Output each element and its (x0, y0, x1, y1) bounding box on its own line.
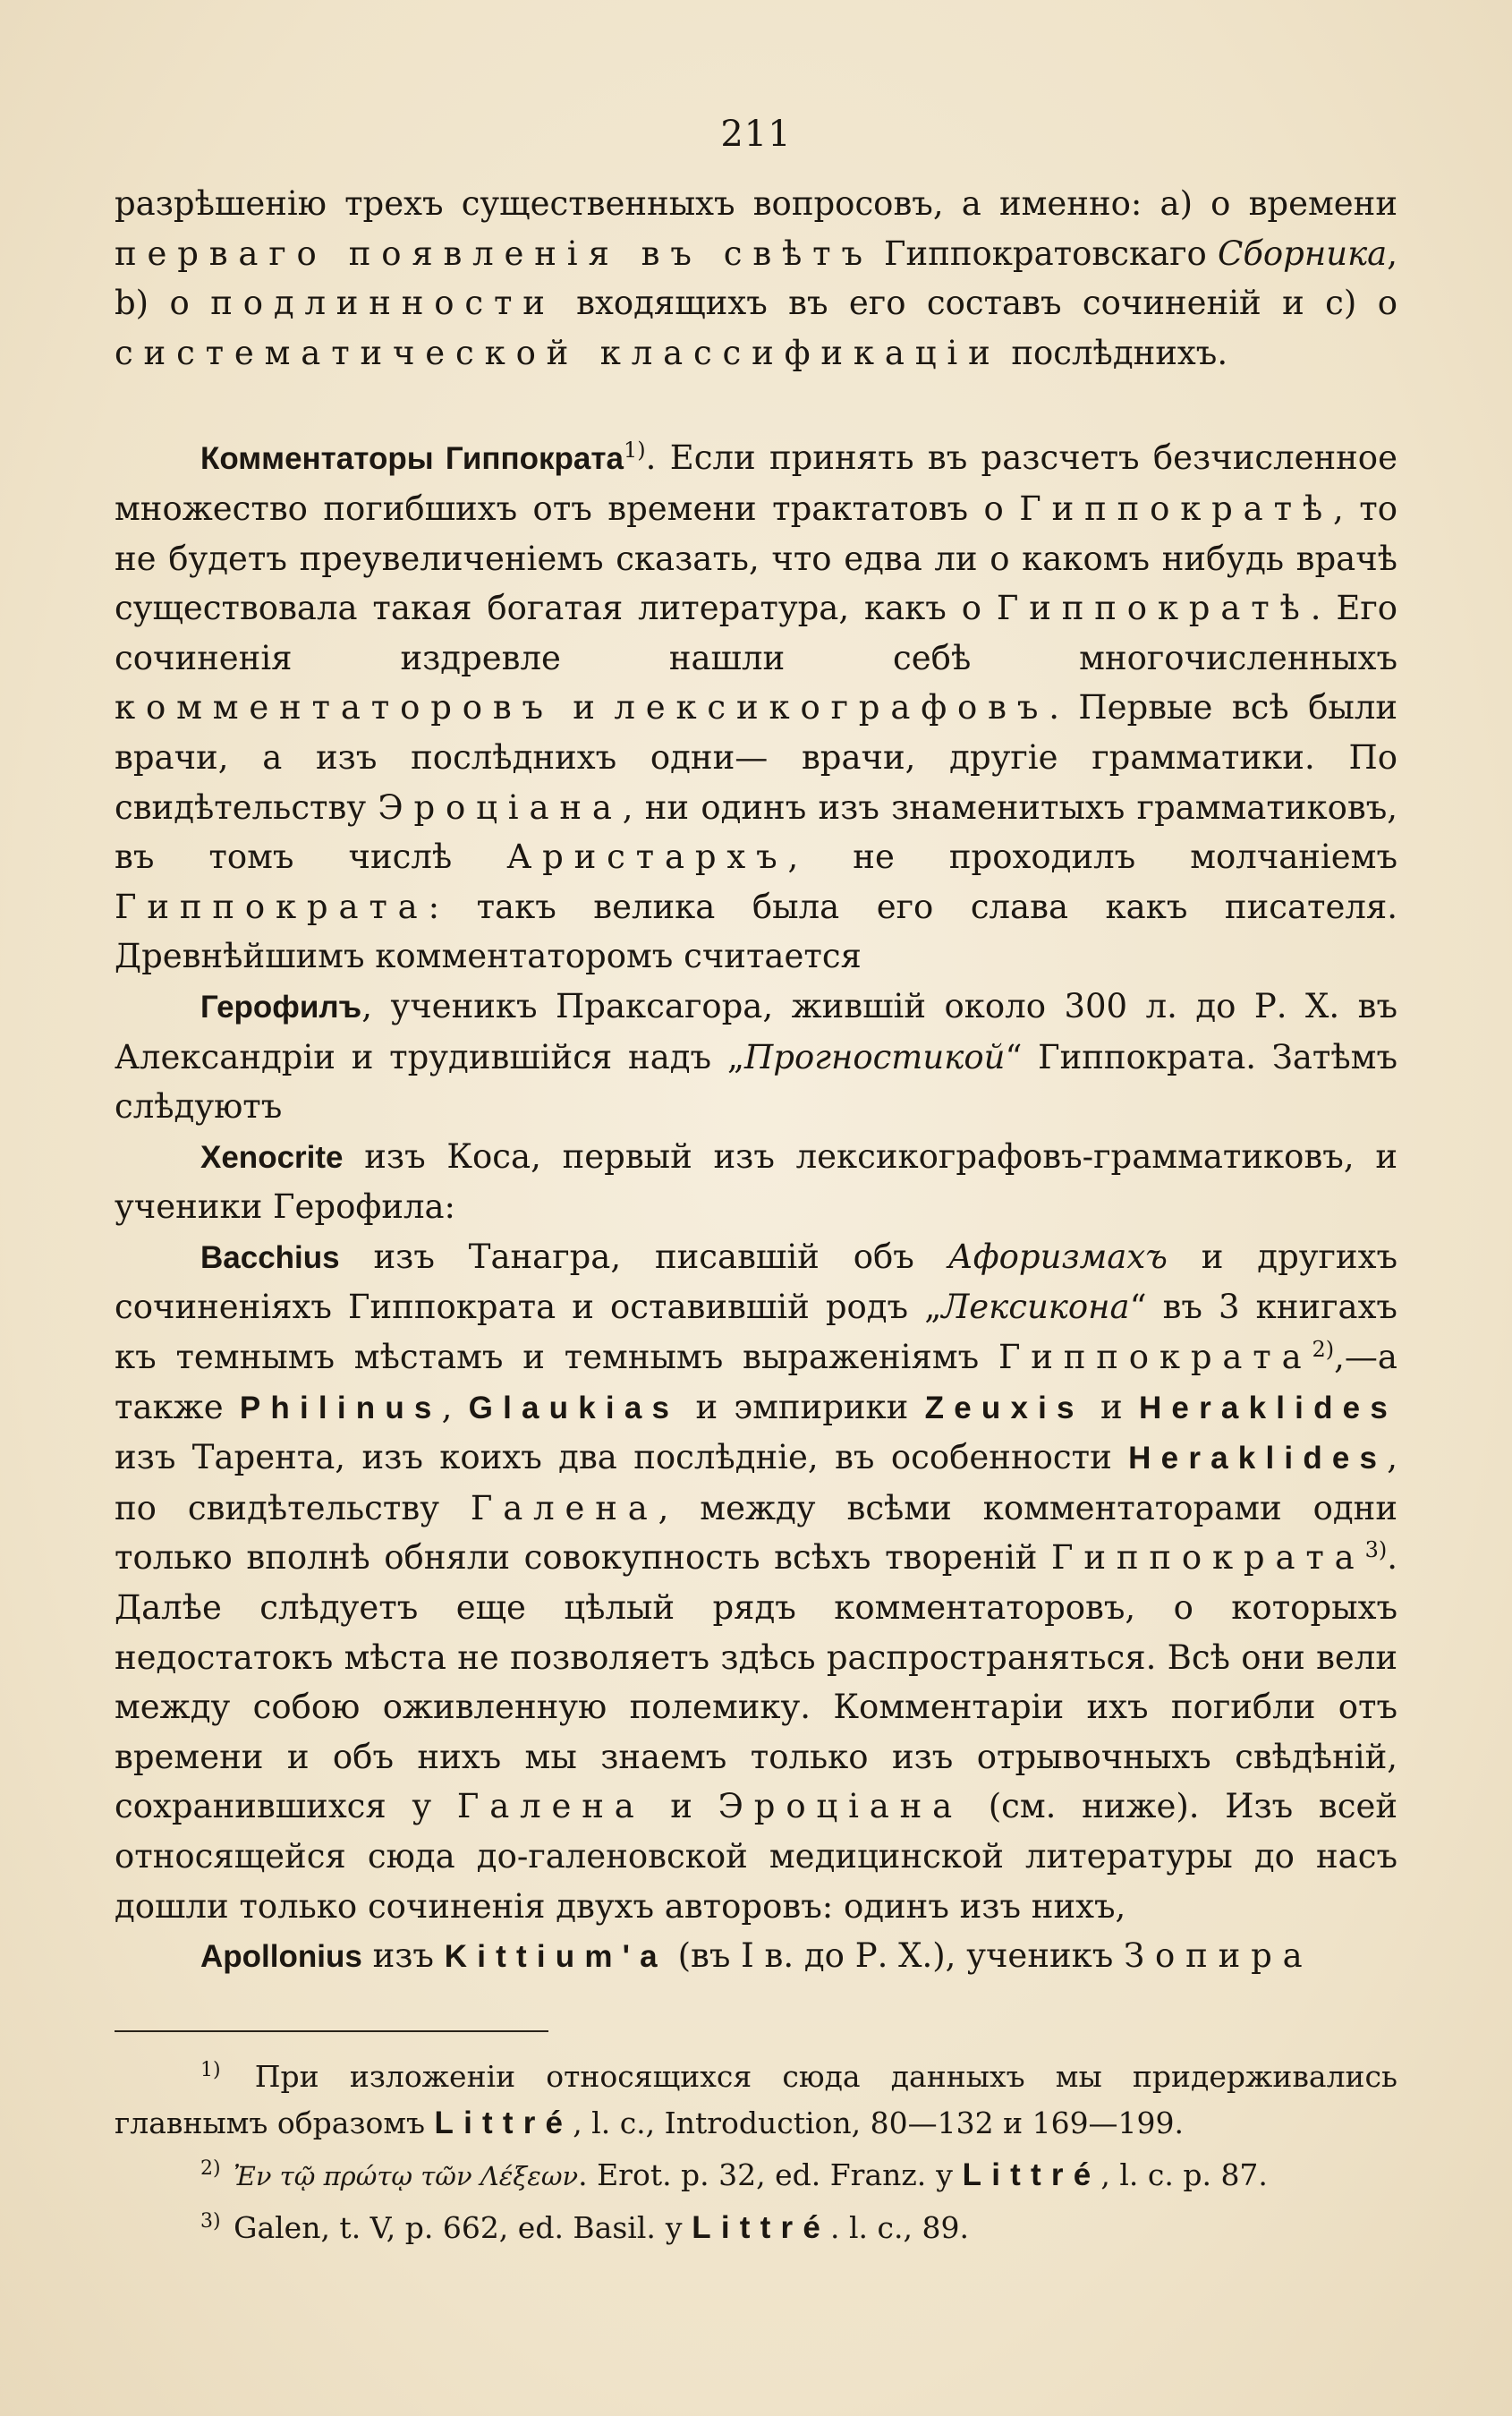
text-run: : такъ велика была его слава какъ писателя. Древнѣйшимъ комментаторомъ считается (115, 887, 1397, 976)
spaced-term: лексикографовъ (614, 688, 1049, 727)
text-run: и (553, 688, 615, 727)
spaced-term: перваго появленія въ свѣтъ (115, 234, 873, 273)
footnote-ref-number: 2 (1312, 1337, 1326, 1363)
footnote-ref: 1) (624, 438, 646, 464)
text-run: и (1083, 1387, 1139, 1426)
text-run: , по свидѣтельству (115, 1438, 1397, 1527)
text-run: , b) о (115, 234, 1397, 323)
spaced-term: комментаторовъ (115, 688, 554, 727)
person-name: Xenocrite (200, 1139, 344, 1175)
text-run: и (644, 1787, 718, 1826)
text-run: . Erot. p. 32, ed. Franz. у (578, 2157, 963, 2192)
spaced-term: Гиппократѣ (1019, 489, 1334, 528)
footnote-marker: 3) (200, 2209, 221, 2233)
text-run: При изложеніи относящихся сюда данныхъ мы придерживались главнымъ образомъ (115, 2058, 1397, 2140)
bacchius-paragraph (115, 1232, 1397, 1931)
intro-paragraph (115, 179, 1397, 378)
footnote-ref: 2) (1312, 1337, 1335, 1363)
person-name: Герофилъ (200, 989, 362, 1025)
page-number: 211 (720, 114, 792, 155)
spaced-term: Аристархъ (506, 838, 788, 877)
italic-term: Прогностикой (744, 1037, 1006, 1076)
text-run: . Первые всѣ были врачи, а изъ послѣднихъ одни— врачи, другіе грамматики. По свидѣтельству (115, 688, 1397, 827)
text-run: . Если принять въ разсчетъ безчисленное множество погибшихъ отъ времени трактатовъ о (115, 438, 1397, 528)
text-run: , то не будетъ преувеличеніемъ сказать, что едва ли о какомъ нибудь врачѣ существовала такая богатая литература, какъ о (115, 489, 1397, 628)
spaced-term: Гиппократѣ (996, 589, 1311, 628)
person-name: Glaukias (468, 1390, 680, 1425)
person-name: Heraklides (1138, 1390, 1397, 1425)
person-name: Zeuxis (924, 1390, 1084, 1425)
text-run: и другихъ сочиненіяхъ Гиппократа и оставившій родъ (115, 1237, 1397, 1327)
person-name: Bacchius (200, 1239, 340, 1275)
footnote-marker: 2) (200, 2157, 221, 2180)
person-name: Heraklides (1128, 1441, 1388, 1476)
place-name: Kittium'a (444, 1939, 667, 1975)
text-run: „ (726, 1037, 745, 1076)
author-name: Littré (434, 2105, 573, 2140)
greek-citation: Ἐν τῷ πρώτῳ τῶν Λέξεων (234, 2160, 579, 2191)
text-run: . Далѣе слѣдуетъ еще цѣлый рядъ комментаторовъ, о которыхъ недостатокъ мѣста не позволяетъ здѣсь распространяться. Всѣ они вели между собою оживленную полемику. Комментаріи ихъ погибли отъ времени и объ нихъ мы знаемъ только изъ отрывочныхъ свѣдѣній, сохранившихся у (115, 1538, 1397, 1826)
text-run: „ (924, 1288, 942, 1327)
author-name: Littré (962, 2157, 1101, 2192)
author-name: Littré (692, 2209, 830, 2245)
section-heading: Комментаторы Гиппократа (200, 441, 624, 477)
text-run: (въ I в. до Р. Х.), ученикъ (667, 1936, 1125, 1976)
italic-term: Сборника (1218, 234, 1388, 273)
text-run: Гиппократовскаго (872, 234, 1219, 273)
footnote-1 (115, 2054, 1397, 2147)
text-run: изъ (361, 1936, 445, 1976)
person-name: Apollonius (200, 1939, 362, 1975)
text-run: “ въ 3 книгахъ къ темнымъ мѣстамъ и темнымъ выраженіямъ (115, 1288, 1397, 1377)
spaced-term: Гиппократа (998, 1338, 1312, 1377)
footnote-2 (115, 2152, 1397, 2199)
book-page (115, 107, 1397, 2257)
text-run: изъ Танагра, писавшій объ (339, 1237, 948, 1276)
spaced-term: Гиппократа (115, 887, 429, 926)
text-run: ,—а также (115, 1338, 1397, 1426)
text-run: (см. ниже). Изъ всей относящейся сюда до-галеновской медицинской литературы до насъ дошли только сочиненія двухъ авторовъ: одинъ изъ нихъ, (115, 1787, 1398, 1926)
herophilus-paragraph (115, 982, 1397, 1132)
text-run: послѣднихъ. (1000, 333, 1228, 372)
commentators-paragraph (115, 433, 1397, 982)
spaced-term: Галена (456, 1787, 645, 1826)
footnote-divider (115, 2030, 548, 2032)
spaced-term: Эроціана (718, 1787, 964, 1826)
apollonius-paragraph (115, 1931, 1397, 1982)
text-run: , между всѣми комментаторами одни только вполнѣ обняли совокупность всѣхъ твореній (115, 1488, 1398, 1578)
xenocrite-paragraph (115, 1132, 1397, 1232)
spaced-term: подлинности (210, 284, 556, 323)
spaced-term: систематической классификаціи (115, 333, 1001, 372)
spaced-term: Эроціана (378, 787, 623, 827)
footnote-ref: 3) (1364, 1537, 1388, 1563)
text-run: Galen, t. V, p. 662, ed. Basil. у (224, 2209, 692, 2245)
text-run: изъ Тарента, изъ коихъ два послѣдніе, въ особенности (115, 1438, 1129, 1477)
text-run: , ученикъ Праксагора, жившій около 300 л. до Р. Х. въ Александріи и трудившійся надъ (115, 986, 1397, 1076)
text-run: и эмпирики (679, 1387, 925, 1426)
italic-term: Афоризмахъ (947, 1237, 1168, 1276)
text-run: изъ Коса, первый изъ лексикографовъ-грамматиковъ, и ученики Герофила: (115, 1136, 1397, 1227)
text-run: , ни одинъ изъ знаменитыхъ грамматиковъ, въ томъ числѣ (115, 787, 1397, 877)
text-run: , (441, 1387, 469, 1426)
spaced-term: Гиппократа (1051, 1538, 1365, 1578)
text-run: . Его сочиненія издревле нашли себѣ многочисленныхъ (115, 589, 1397, 677)
spaced-term: Галена (470, 1488, 658, 1527)
footnote-marker: 1) (200, 2058, 221, 2081)
text-run: “ Гиппократа. Затѣмъ слѣдуютъ (115, 1037, 1397, 1127)
text-run: . l. c., 89. (829, 2209, 969, 2245)
text-run: , l. c., Introduction, 80—132 и 169—199. (573, 2105, 1185, 2140)
text-run: разрѣшенію трехъ существенныхъ вопросовъ, а именно: a) о времени (115, 184, 1397, 223)
text-run: , l. c. p. 87. (1100, 2157, 1268, 2192)
text-run: , не проходилъ молчаніемъ (787, 838, 1397, 877)
footnote-ref-number: 1 (624, 438, 638, 464)
text-run: входящихъ въ его составъ сочиненій и c) о (555, 284, 1397, 323)
footnote-ref-number: 3 (1364, 1537, 1379, 1563)
footnote-3 (115, 2205, 1397, 2251)
person-name: Philinus (239, 1390, 442, 1425)
spaced-term: Зопира (1124, 1936, 1313, 1976)
italic-term: Лексикона (941, 1288, 1130, 1327)
